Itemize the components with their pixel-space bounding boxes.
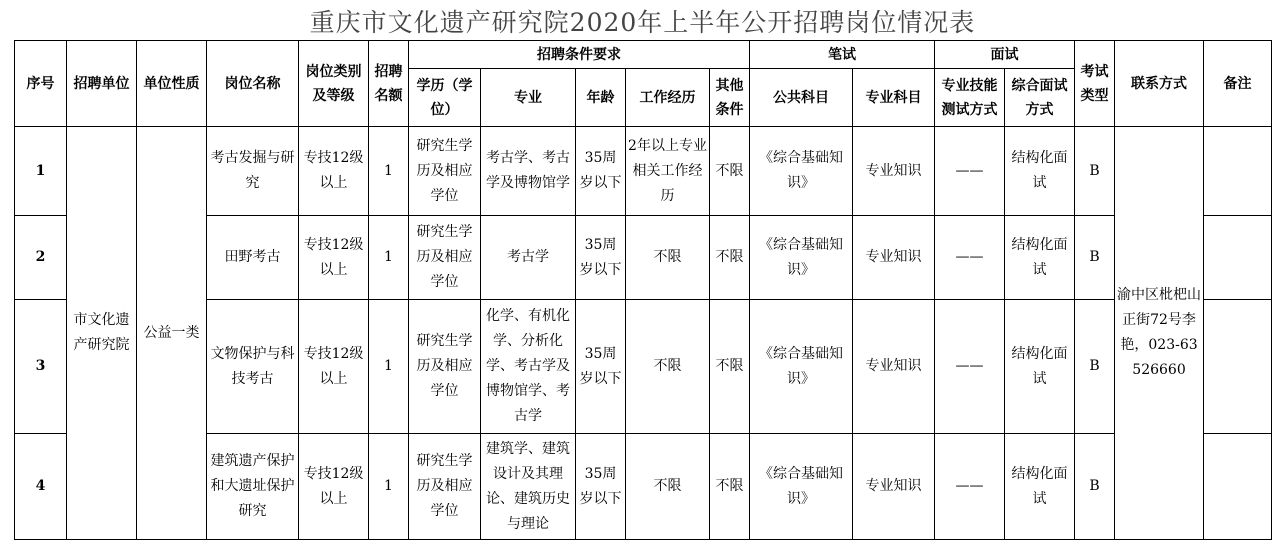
header-unit: 招聘单位 xyxy=(67,41,137,127)
cell-post-name: 文物保护与科技考古 xyxy=(207,300,299,434)
cell-other: 不限 xyxy=(710,434,750,540)
header-conditions: 招聘条件要求 xyxy=(409,41,750,69)
cell-quota: 1 xyxy=(369,434,409,540)
cell-nature: 公益一类 xyxy=(137,127,207,540)
cell-unit: 市文化遗产研究院 xyxy=(67,127,137,540)
header-other: 其他条件 xyxy=(710,69,750,127)
header-contact: 联系方式 xyxy=(1115,41,1204,127)
header-experience: 工作经历 xyxy=(626,69,710,127)
cell-experience: 不限 xyxy=(626,216,710,300)
cell-skill-test: —— xyxy=(935,300,1005,434)
cell-age: 35周岁以下 xyxy=(576,216,626,300)
cell-education: 研究生学历及相应学位 xyxy=(409,216,481,300)
cell-education: 研究生学历及相应学位 xyxy=(409,300,481,434)
cell-public-subject: 《综合基础知识》 xyxy=(750,216,853,300)
cell-professional-subject: 专业知识 xyxy=(853,216,935,300)
header-exam-type: 考试类型 xyxy=(1075,41,1115,127)
cell-exam-type: B xyxy=(1075,434,1115,540)
cell-seq: 3 xyxy=(15,300,67,434)
cell-remarks xyxy=(1204,216,1272,300)
header-professional-subject: 专业科目 xyxy=(853,69,935,127)
cell-remarks xyxy=(1204,127,1272,216)
cell-age: 35周岁以下 xyxy=(576,300,626,434)
cell-exam-type: B xyxy=(1075,300,1115,434)
cell-seq: 4 xyxy=(15,434,67,540)
cell-age: 35周岁以下 xyxy=(576,434,626,540)
header-remarks: 备注 xyxy=(1204,41,1272,127)
cell-age: 35周岁以下 xyxy=(576,127,626,216)
cell-professional-subject: 专业知识 xyxy=(853,127,935,216)
cell-education: 研究生学历及相应学位 xyxy=(409,127,481,216)
cell-interview-method: 结构化面试 xyxy=(1005,300,1075,434)
cell-skill-test: —— xyxy=(935,216,1005,300)
cell-post-category: 专技12级以上 xyxy=(299,216,369,300)
header-written: 笔试 xyxy=(750,41,935,69)
header-interview-method: 综合面试方式 xyxy=(1005,69,1075,127)
cell-skill-test: —— xyxy=(935,434,1005,540)
cell-quota: 1 xyxy=(369,127,409,216)
cell-post-category: 专技12级以上 xyxy=(299,127,369,216)
cell-other: 不限 xyxy=(710,216,750,300)
cell-skill-test: —— xyxy=(935,127,1005,216)
cell-seq: 2 xyxy=(15,216,67,300)
recruitment-table xyxy=(14,40,1272,540)
cell-other: 不限 xyxy=(710,300,750,434)
cell-interview-method: 结构化面试 xyxy=(1005,127,1075,216)
header-interview: 面试 xyxy=(935,41,1075,69)
cell-experience: 2年以上专业相关工作经历 xyxy=(626,127,710,216)
header-quota: 招聘名额 xyxy=(369,41,409,127)
header-major: 专业 xyxy=(481,69,576,127)
cell-interview-method: 结构化面试 xyxy=(1005,434,1075,540)
cell-post-name: 考古发掘与研究 xyxy=(207,127,299,216)
cell-major: 考古学 xyxy=(481,216,576,300)
header-public-subject: 公共科目 xyxy=(750,69,853,127)
cell-public-subject: 《综合基础知识》 xyxy=(750,434,853,540)
cell-post-name: 田野考古 xyxy=(207,216,299,300)
header-post-category: 岗位类别及等级 xyxy=(299,41,369,127)
cell-major: 化学、有机化学、分析化学、考古学及博物馆学、考古学 xyxy=(481,300,576,434)
header-skill-test: 专业技能测试方式 xyxy=(935,69,1005,127)
header-seq: 序号 xyxy=(15,41,67,127)
cell-post-name: 建筑遗产保护和大遗址保护研究 xyxy=(207,434,299,540)
cell-major: 建筑学、建筑设计及其理论、建筑历史与理论 xyxy=(481,434,576,540)
page-title: 重庆市文化遗产研究院2020年上半年公开招聘岗位情况表 xyxy=(309,8,976,37)
cell-quota: 1 xyxy=(369,300,409,434)
cell-post-category: 专技12级以上 xyxy=(299,434,369,540)
cell-exam-type: B xyxy=(1075,216,1115,300)
cell-quota: 1 xyxy=(369,216,409,300)
cell-remarks xyxy=(1204,434,1272,540)
cell-contact: 渝中区枇杷山正街72号李艳，023-63526660 xyxy=(1115,127,1204,540)
cell-public-subject: 《综合基础知识》 xyxy=(750,127,853,216)
cell-exam-type: B xyxy=(1075,127,1115,216)
cell-education: 研究生学历及相应学位 xyxy=(409,434,481,540)
cell-interview-method: 结构化面试 xyxy=(1005,216,1075,300)
cell-public-subject: 《综合基础知识》 xyxy=(750,300,853,434)
table-row xyxy=(15,127,1272,216)
cell-seq: 1 xyxy=(15,127,67,216)
cell-experience: 不限 xyxy=(626,300,710,434)
header-nature: 单位性质 xyxy=(137,41,207,127)
header-post-name: 岗位名称 xyxy=(207,41,299,127)
cell-major: 考古学、考古学及博物馆学 xyxy=(481,127,576,216)
cell-other: 不限 xyxy=(710,127,750,216)
cell-professional-subject: 专业知识 xyxy=(853,434,935,540)
header-age: 年龄 xyxy=(576,69,626,127)
cell-professional-subject: 专业知识 xyxy=(853,300,935,434)
cell-post-category: 专技12级以上 xyxy=(299,300,369,434)
cell-experience: 不限 xyxy=(626,434,710,540)
header-education: 学历（学位） xyxy=(409,69,481,127)
cell-remarks xyxy=(1204,300,1272,434)
